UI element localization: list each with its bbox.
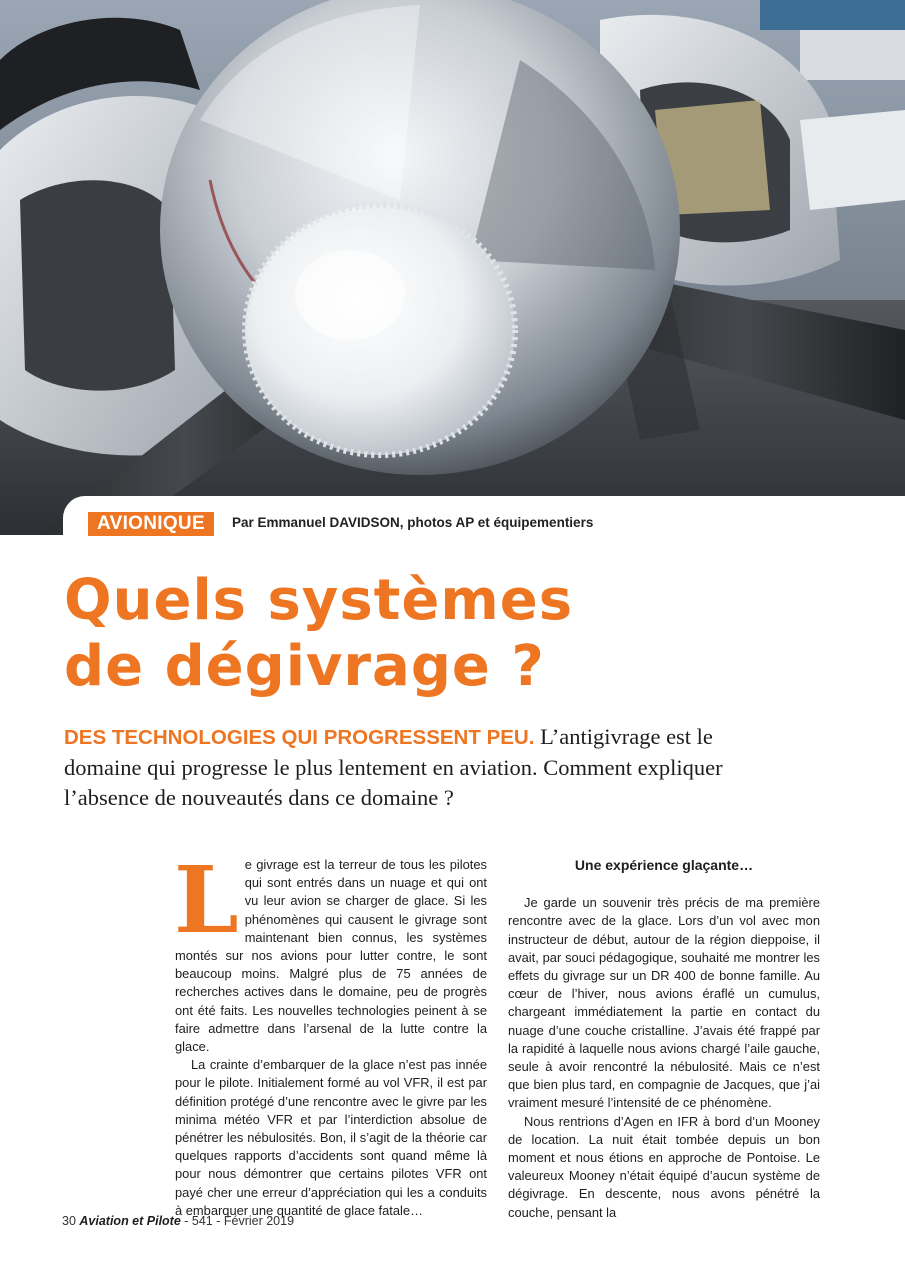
drop-cap: L (174, 846, 239, 954)
right-column (508, 856, 820, 1222)
byline: Par Emmanuel DAVIDSON, photos AP et équipementiers (232, 515, 594, 530)
article-title (64, 568, 864, 700)
title-line-2: de dégivrage ? (64, 634, 545, 699)
article-lead (64, 722, 764, 813)
page-number: 30 (62, 1214, 76, 1228)
magazine-name: Aviation et Pilote (79, 1214, 181, 1228)
right-paragraph-1: Je garde un souvenir très précis de ma première rencontre avec de la glace. Lors d’un vol avec mon instructeur de début, autour de la région dieppoise, il avait, par souci pédagogique, souhaité me montrer les effets du givrage sur un DR 400 de bonne famille. Au cœur de l’hiver, nous avions éraflé un cumulus, chargeant immédiatement la partie en contact du nuage d’une couche cristalline. J’avais été frappé par la rapidité à laquelle nous avions chargé l’aile gauche, seule à avoir rencontré la nébulosité. Mais ce n’est que bien plus tard, en compagnie de Jacques, que j’ai vraiment mesuré l’intensité de ce phénomène. (508, 895, 820, 1111)
left-paragraph-1 (174, 846, 487, 1056)
section-heading: Une expérience glaçante… (574, 857, 754, 873)
lead-text: L’antigivrage est le domaine qui progresse le plus lentement en aviation. Comment expliquer l’absence de nouveautés dans ce domaine ? (64, 724, 723, 810)
section-tag: AVIONIQUE (88, 512, 214, 536)
left-paragraph-2: La crainte d’embarquer de la glace n’est pas innée pour le pilote. Initialement formé au vol VFR, il est par définition protégé d’une rencontre avec le givre par les minima météo VFR et par l’interdiction absolue de pénétrer les nébulosités. Bon, il s’agit de la théorie car quelques rapports d’accidents sont quand même là pour nous démontrer que certains pilotes VFR ont payé cher une erreur d’appréciation qui les a conduits à embarquer une quantité de glace fatale… (175, 1057, 487, 1218)
lead-kicker: DES TECHNOLOGIES QUI PROGRESSENT PEU. (64, 726, 535, 749)
issue-info: - 541 - Février 2019 (180, 1214, 295, 1228)
left-column (174, 846, 487, 1220)
frosted-propeller-illustration (0, 0, 905, 535)
hero-photo (0, 0, 905, 535)
page-footer (62, 1214, 294, 1228)
left-paragraph-1-text: e givrage est la terreur de tous les pilotes qui sont entrés dans un nuage et qui ont vu leur avion se charger de glace. Si les phénomènes qui causent le givrage sont maintenant bien connus, les systèmes montés sur nos avions pour lutter contre, le sont beaucoup moins. Malgré plus de 75 années de recherches actives dans le domaine, peu de progrès ont été faits. Les nouvelles technologies peinent à se faire admettre dans l’arsenal de la lutte contre la glace. (175, 857, 487, 1055)
right-paragraph-2: Nous rentrions d’Agen en IFR à bord d’un Mooney de location. La nuit était tombée depuis un bon moment et nous étions en approche de Pontoise. Le valeureux Mooney n’était équipé d’aucun système de dégivrage. En descente, nous avons pénétré la couche, pensant la (508, 1113, 820, 1220)
title-line-1: Quels systèmes (64, 568, 574, 633)
